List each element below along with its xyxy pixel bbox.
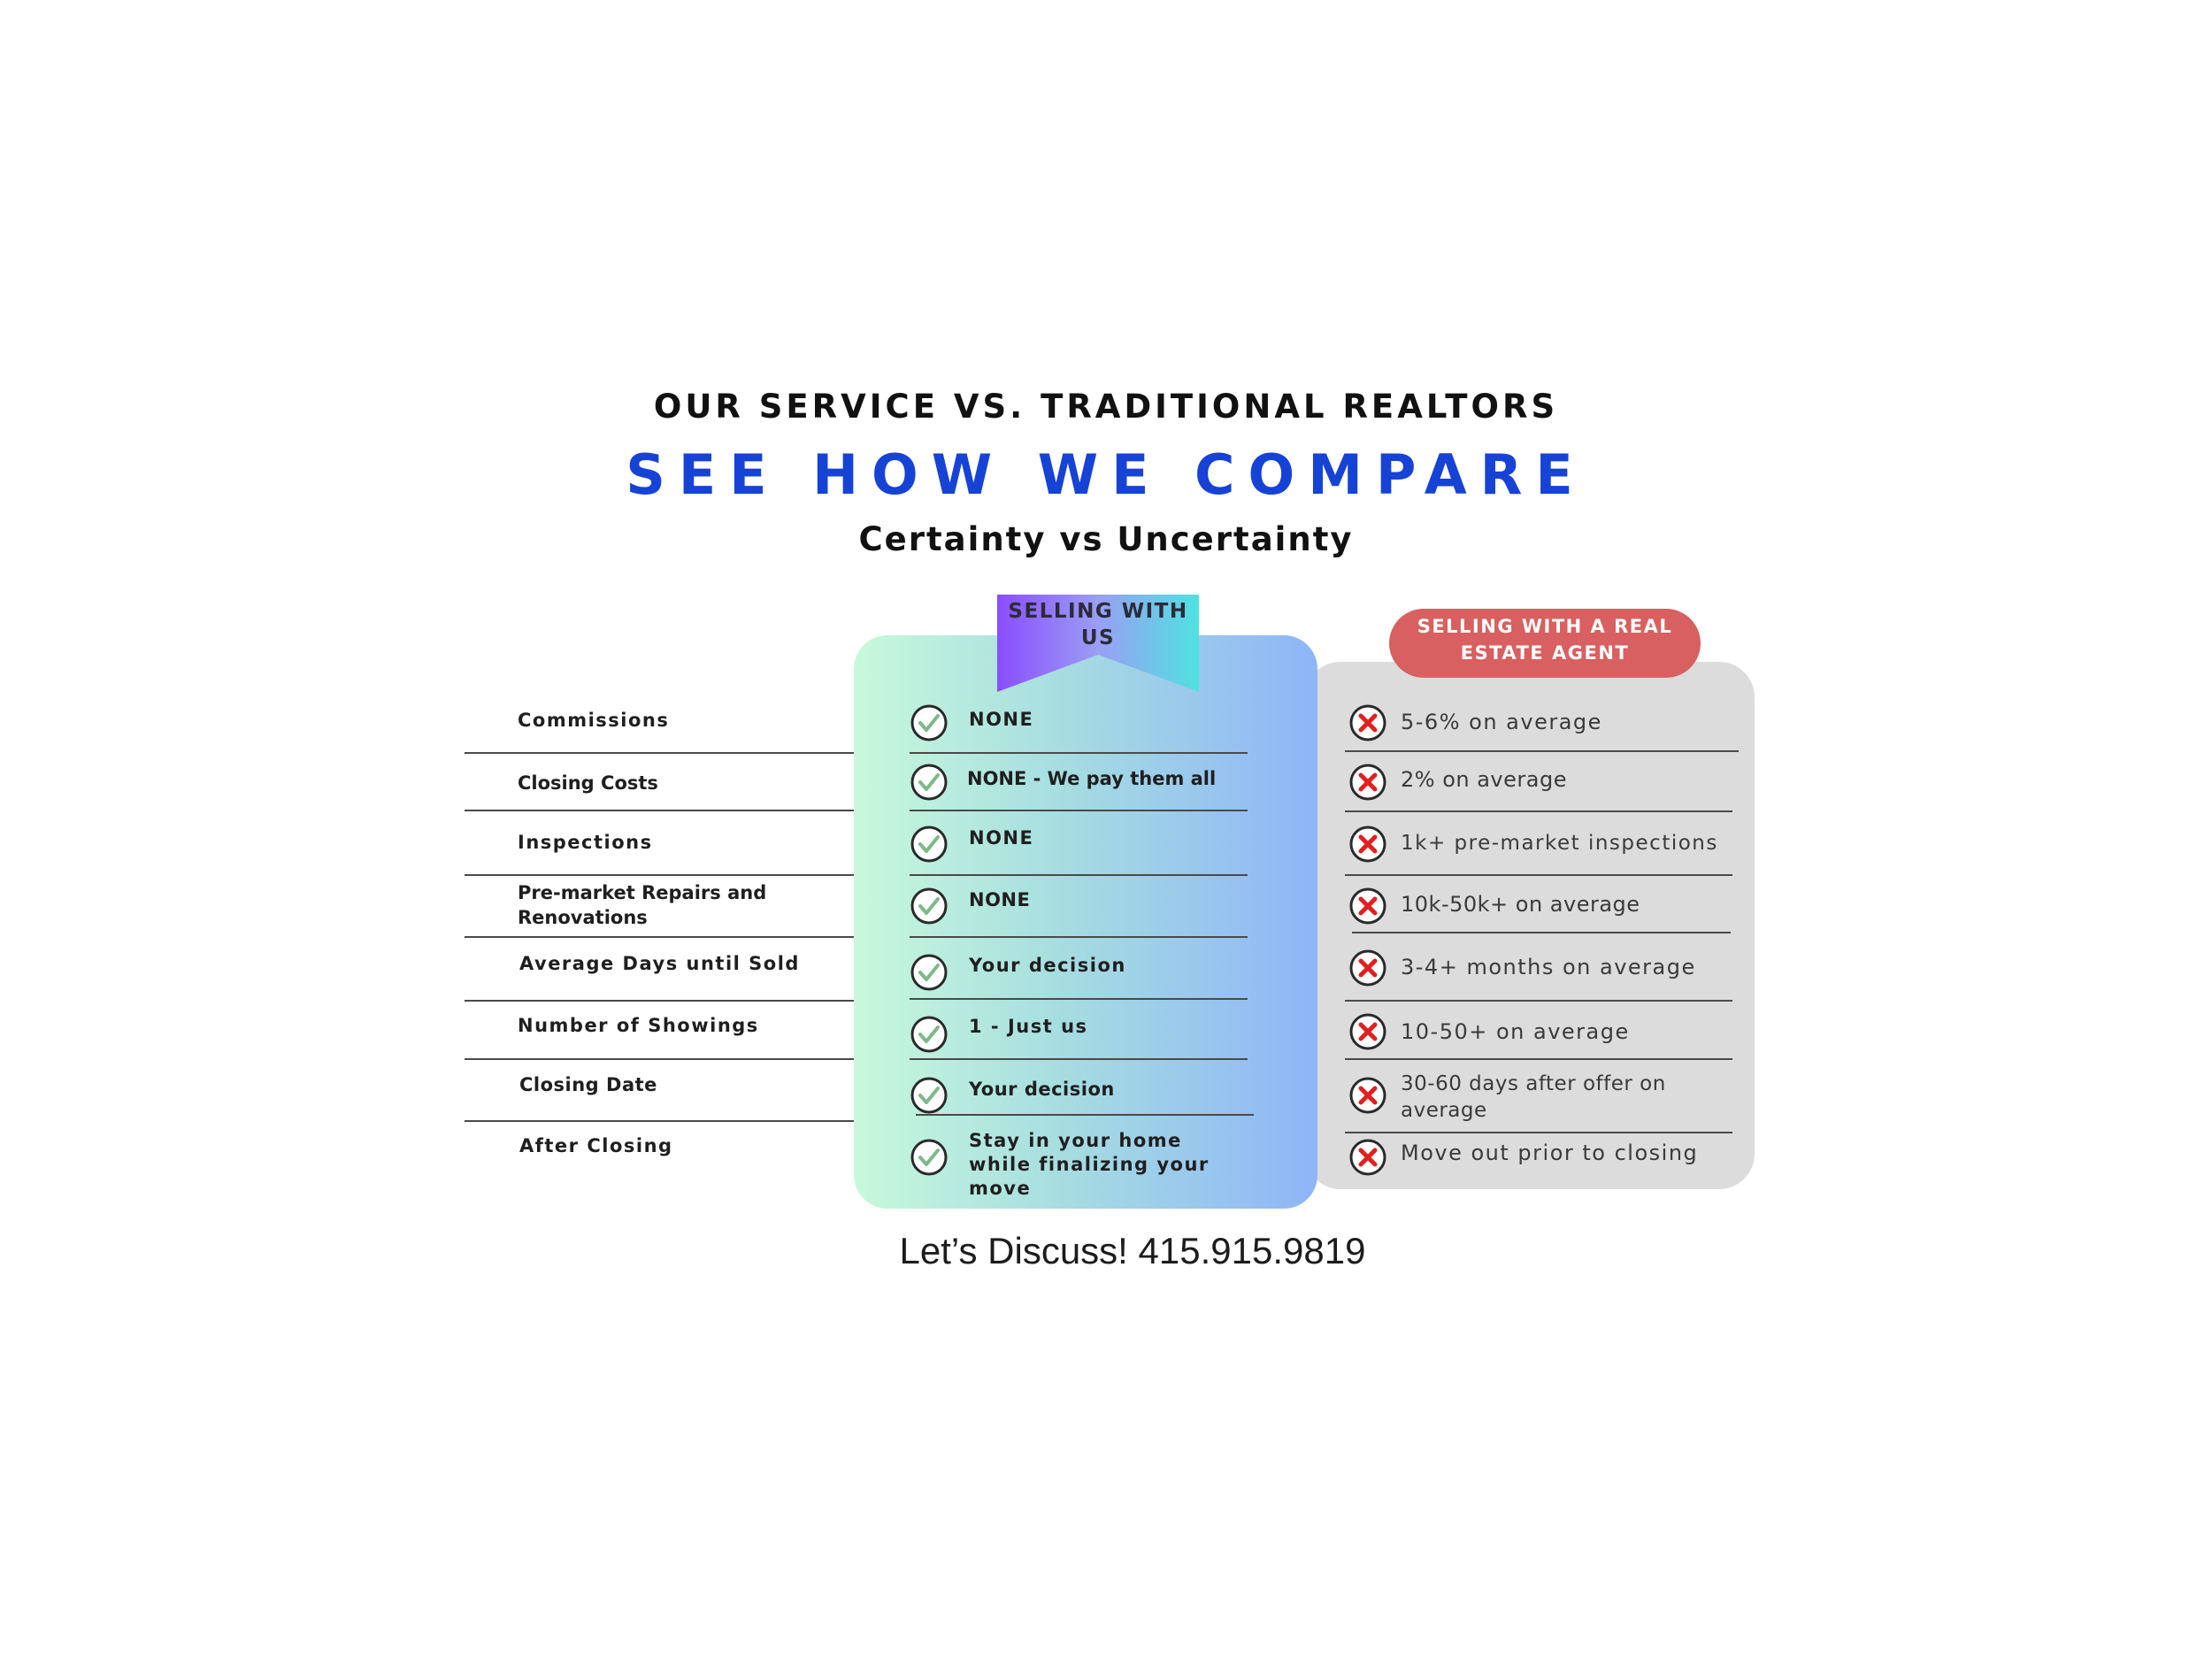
- row-label-showings: Number of Showings: [518, 1015, 759, 1036]
- row-divider: [1345, 810, 1732, 812]
- us-value-showings: 1 - Just us: [969, 1016, 1088, 1037]
- x-circle-icon: [1348, 703, 1387, 742]
- check-circle-icon: [910, 887, 949, 926]
- us-column-title: SELLING WITH US: [1008, 600, 1188, 649]
- us-value-closing-costs: NONE - We pay them all: [967, 768, 1217, 789]
- check-circle-icon: [910, 953, 949, 992]
- check-circle-icon: [910, 763, 949, 802]
- us-value-average-days: Your decision: [969, 955, 1126, 976]
- row-divider: [465, 752, 854, 754]
- x-circle-icon: [1348, 1012, 1387, 1051]
- agent-value-average-days: 3-4+ months on average: [1401, 955, 1696, 979]
- row-divider: [465, 1120, 854, 1122]
- row-divider: [465, 1000, 854, 1002]
- row-divider: [465, 936, 854, 938]
- row-divider: [916, 1114, 1254, 1116]
- row-divider: [910, 936, 1248, 938]
- row-divider: [1345, 1000, 1732, 1002]
- agent-value-closing-date: 30-60 days after offer on average: [1401, 1072, 1666, 1122]
- row-divider: [910, 998, 1248, 1000]
- x-circle-icon: [1348, 887, 1387, 926]
- check-circle-icon: [910, 703, 949, 742]
- us-value-inspections: NONE: [969, 827, 1034, 849]
- row-label-closing-costs: Closing Costs: [518, 772, 658, 794]
- agent-value-showings: 10-50+ on average: [1401, 1019, 1630, 1044]
- row-divider: [910, 874, 1248, 876]
- row-divider: [910, 810, 1248, 811]
- row-divider: [910, 1058, 1248, 1060]
- agent-value-inspections: 1k+ pre-market inspections: [1401, 832, 1718, 855]
- row-divider: [465, 1058, 854, 1060]
- kicker-title: OUR SERVICE VS. TRADITIONAL REALTORS: [653, 388, 1559, 426]
- row-divider: [1345, 1058, 1732, 1060]
- row-label-after-closing: After Closing: [519, 1135, 673, 1156]
- row-divider: [465, 810, 854, 811]
- row-label-repairs: Pre-market Repairs and Renovations: [518, 882, 767, 928]
- agent-value-closing-costs: 2% on average: [1401, 767, 1567, 792]
- row-divider: [465, 874, 854, 876]
- agent-column-title: SELLING WITH A REAL ESTATE AGENT: [1417, 616, 1673, 664]
- check-circle-icon: [910, 1015, 949, 1054]
- row-label-inspections: Inspections: [518, 832, 653, 853]
- x-circle-icon: [1348, 1076, 1387, 1115]
- check-circle-icon: [910, 1138, 949, 1177]
- x-circle-icon: [1348, 949, 1387, 987]
- row-divider: [910, 752, 1248, 754]
- x-circle-icon: [1348, 763, 1387, 802]
- row-divider: [1345, 874, 1732, 876]
- agent-value-repairs: 10k-50k+ on average: [1401, 892, 1640, 917]
- x-circle-icon: [1348, 1138, 1387, 1177]
- us-value-commissions: NONE: [969, 709, 1034, 730]
- us-value-closing-date: Your decision: [969, 1079, 1115, 1100]
- row-label-closing-date: Closing Date: [519, 1074, 657, 1095]
- check-circle-icon: [910, 1076, 949, 1115]
- contact-cta: Let’s Discuss! 415.915.9819: [899, 1230, 1366, 1271]
- check-circle-icon: [910, 825, 949, 864]
- us-value-repairs: NONE: [969, 889, 1031, 910]
- agent-value-commissions: 5-6% on average: [1401, 710, 1602, 734]
- row-divider: [1352, 932, 1731, 933]
- row-label-commissions: Commissions: [518, 710, 670, 731]
- row-divider: [1345, 750, 1739, 752]
- agent-value-after-closing: Move out prior to closing: [1401, 1141, 1699, 1165]
- subheadline: Certainty vs Uncertainty: [858, 520, 1354, 558]
- us-value-after-closing: Stay in your home while finalizing your move: [969, 1130, 1210, 1199]
- x-circle-icon: [1348, 825, 1387, 864]
- headline: SEE HOW WE COMPARE: [626, 442, 1586, 507]
- row-label-average-days: Average Days until Sold: [519, 953, 800, 974]
- row-divider: [1345, 1132, 1732, 1133]
